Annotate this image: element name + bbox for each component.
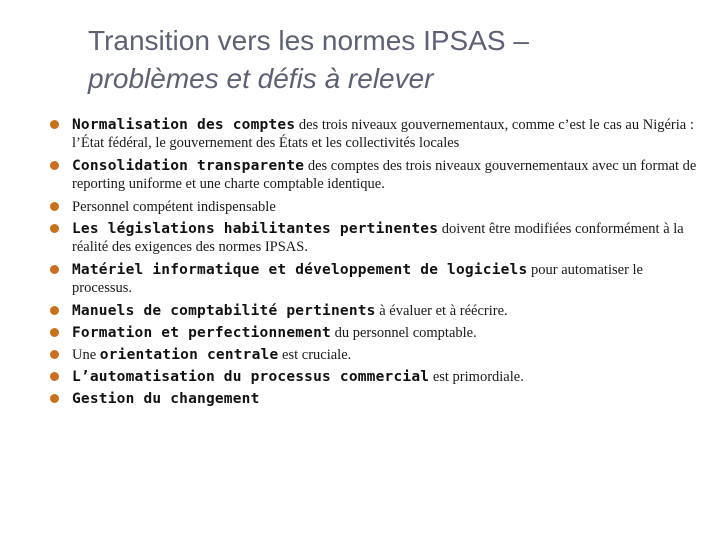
bullet-strong: Formation et perfectionnement	[72, 325, 331, 341]
bullet-item	[50, 116, 700, 152]
bullet-item	[50, 368, 700, 386]
bullet-text: est primordiale.	[429, 369, 524, 385]
bullet-item	[50, 390, 700, 408]
bullet-item	[50, 157, 700, 193]
bullet-item	[50, 261, 700, 297]
slide-title	[88, 22, 708, 98]
bullet-text: des comptes des trois niveaux gouvernementaux avec un format de reporting uniforme et une charte comptable identique.	[72, 158, 697, 192]
bullet-strong: Manuels de comptabilité pertinents	[72, 303, 376, 319]
bullet-strong: orientation centrale	[99, 347, 279, 363]
bullet-dot-icon	[50, 202, 59, 211]
bullet-dot-icon	[50, 120, 59, 129]
bullet-dot-icon	[50, 161, 59, 170]
title-line-2: problèmes et défis à relever	[88, 63, 434, 94]
bullet-text: Personnel compétent indispensable	[72, 199, 276, 215]
bullet-dot-icon	[50, 372, 59, 381]
bullet-dot-icon	[50, 306, 59, 315]
bullet-prefix: Une	[72, 347, 100, 363]
bullet-text: du personnel comptable.	[330, 325, 477, 341]
bullet-strong: Les législations habilitantes pertinentes	[72, 221, 439, 237]
bullet-dot-icon	[50, 328, 59, 337]
bullet-text: pour automatiser le processus.	[72, 262, 643, 296]
bullet-item	[50, 220, 700, 256]
bullet-list	[50, 116, 700, 412]
bullet-strong: Consolidation transparente	[72, 158, 305, 174]
bullet-text: doivent être modifiées conformément à la réalité des exigences des normes IPSAS.	[72, 221, 684, 255]
bullet-dot-icon	[50, 394, 59, 403]
bullet-dot-icon	[50, 265, 59, 274]
bullet-strong: Matériel informatique et développement de logiciels	[72, 262, 528, 278]
bullet-strong: Gestion du changement	[72, 391, 260, 407]
bullet-item	[50, 324, 700, 342]
bullet-item	[50, 198, 700, 216]
bullet-item	[50, 346, 700, 364]
bullet-item	[50, 302, 700, 320]
bullet-dot-icon	[50, 224, 59, 233]
bullet-strong: L’automatisation du processus commercial	[72, 369, 430, 385]
bullet-text: à évaluer et à réécrire.	[375, 303, 508, 319]
bullet-text: est cruciale.	[278, 347, 352, 363]
bullet-strong: Normalisation des comptes	[72, 117, 296, 133]
title-line-1: Transition vers les normes IPSAS –	[88, 25, 529, 56]
bullet-dot-icon	[50, 350, 59, 359]
bullet-text: des trois niveaux gouvernementaux, comme c’est le cas au Nigéria : l’État fédéral, le gouvernement des États et les collectivités locales	[72, 117, 694, 151]
